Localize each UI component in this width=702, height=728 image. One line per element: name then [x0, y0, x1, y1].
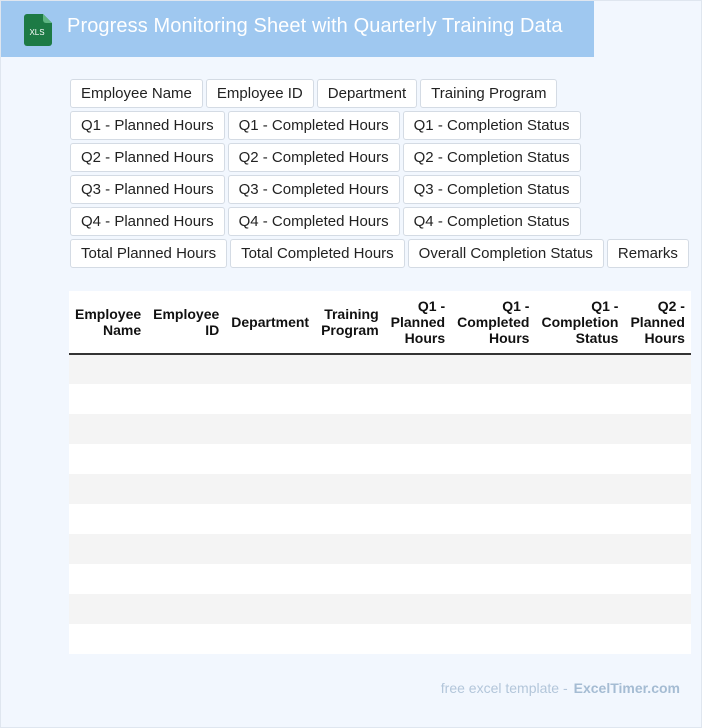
table-cell[interactable]: [69, 564, 147, 594]
column-chip[interactable]: Department: [317, 79, 417, 108]
table-row: [69, 534, 691, 564]
column-header-line: Department: [231, 314, 310, 330]
table-cell[interactable]: [535, 384, 624, 414]
chip-row: [70, 79, 690, 111]
chip-row: [70, 207, 690, 239]
table-cell[interactable]: [451, 504, 535, 534]
column-chip[interactable]: Q1 - Completed Hours: [228, 111, 400, 140]
table-cell[interactable]: [535, 534, 624, 564]
table-cell[interactable]: [69, 474, 147, 504]
table-cell[interactable]: [147, 354, 225, 384]
table-cell[interactable]: [451, 474, 535, 504]
column-header[interactable]: [385, 291, 451, 354]
table-cell[interactable]: [385, 594, 451, 624]
table-row: [69, 354, 691, 384]
table-cell[interactable]: [451, 414, 535, 444]
table-cell[interactable]: [624, 594, 690, 624]
table-cell[interactable]: [385, 444, 451, 474]
table-cell[interactable]: [624, 534, 690, 564]
table-cell[interactable]: [315, 414, 385, 444]
column-chip[interactable]: Q4 - Planned Hours: [70, 207, 225, 236]
table-cell[interactable]: [385, 564, 451, 594]
table-cell[interactable]: [69, 444, 147, 474]
column-chip[interactable]: Q1 - Planned Hours: [70, 111, 225, 140]
table-cell[interactable]: [535, 564, 624, 594]
table-row: [69, 414, 691, 444]
table-cell[interactable]: [624, 504, 690, 534]
column-header-line: Hours: [404, 330, 446, 346]
table-cell[interactable]: [624, 624, 690, 654]
table-cell[interactable]: [385, 474, 451, 504]
table-cell[interactable]: [624, 354, 690, 384]
column-header-line: Completed: [457, 314, 530, 330]
column-chip[interactable]: Q2 - Planned Hours: [70, 143, 225, 172]
table-cell[interactable]: [225, 354, 315, 384]
column-chip[interactable]: Total Completed Hours: [230, 239, 405, 268]
table-cell[interactable]: [147, 474, 225, 504]
table-cell[interactable]: [147, 504, 225, 534]
column-chip[interactable]: Employee ID: [206, 79, 314, 108]
column-header-line: Completion: [541, 314, 619, 330]
footer-text: free excel template -: [440, 680, 568, 696]
table-cell[interactable]: [147, 534, 225, 564]
column-header-line: Q2 -: [657, 298, 685, 314]
column-chip[interactable]: Q3 - Completion Status: [403, 175, 581, 204]
column-chip[interactable]: Q3 - Planned Hours: [70, 175, 225, 204]
table-cell[interactable]: [535, 594, 624, 624]
table-cell[interactable]: [225, 594, 315, 624]
table-cell[interactable]: [451, 534, 535, 564]
table-cell[interactable]: [315, 504, 385, 534]
column-header-line: Hours: [489, 330, 530, 346]
column-chip[interactable]: Q2 - Completion Status: [403, 143, 581, 172]
column-header-line: Planned: [390, 314, 446, 330]
table-cell[interactable]: [535, 354, 624, 384]
table-row: [69, 444, 691, 474]
column-header-line: Name: [103, 322, 142, 338]
table-cell[interactable]: [315, 624, 385, 654]
column-chip[interactable]: Q2 - Completed Hours: [228, 143, 400, 172]
column-header[interactable]: [225, 291, 315, 354]
table-row: [69, 564, 691, 594]
column-chip[interactable]: Remarks: [607, 239, 689, 268]
table-cell[interactable]: [225, 444, 315, 474]
column-header-line: Hours: [644, 330, 685, 346]
column-header-line: ID: [205, 322, 220, 338]
table-cell[interactable]: [147, 414, 225, 444]
column-chip[interactable]: Q3 - Completed Hours: [228, 175, 400, 204]
data-table-container[interactable]: [69, 291, 685, 654]
table-cell[interactable]: [147, 564, 225, 594]
xls-icon-label: XLS: [29, 28, 45, 37]
table-cell[interactable]: [385, 534, 451, 564]
column-header-line: Employee: [75, 306, 142, 322]
table-cell[interactable]: [535, 414, 624, 444]
table-cell[interactable]: [624, 414, 690, 444]
table-cell[interactable]: [624, 384, 690, 414]
column-chip[interactable]: Overall Completion Status: [408, 239, 604, 268]
table-cell[interactable]: [225, 414, 315, 444]
table-row: [69, 504, 691, 534]
table-cell[interactable]: [451, 444, 535, 474]
column-header[interactable]: [451, 291, 535, 354]
table-cell[interactable]: [451, 384, 535, 414]
column-header-line: Training: [324, 306, 379, 322]
page-title: Progress Monitoring Sheet with Quarterly Training Data: [67, 15, 563, 37]
column-header-line: Status: [575, 330, 619, 346]
column-header[interactable]: [624, 291, 690, 354]
table-cell[interactable]: [69, 384, 147, 414]
table-cell[interactable]: [385, 414, 451, 444]
column-header-line: Employee: [153, 306, 220, 322]
table-cell[interactable]: [451, 624, 535, 654]
table-row: [69, 624, 691, 654]
column-chip[interactable]: Q1 - Completion Status: [403, 111, 581, 140]
table-cell[interactable]: [315, 594, 385, 624]
table-cell[interactable]: [69, 354, 147, 384]
table-cell[interactable]: [69, 624, 147, 654]
table-cell[interactable]: [385, 384, 451, 414]
table-cell[interactable]: [535, 624, 624, 654]
footer-brand-link[interactable]: ExcelTimer.com: [573, 680, 680, 696]
table-row: [69, 474, 691, 504]
table-cell[interactable]: [225, 534, 315, 564]
chip-row: [70, 143, 690, 175]
table-cell[interactable]: [535, 444, 624, 474]
table-cell[interactable]: [315, 384, 385, 414]
table-row: [69, 384, 691, 414]
table-cell[interactable]: [451, 354, 535, 384]
column-chip[interactable]: Q4 - Completion Status: [403, 207, 581, 236]
table-cell[interactable]: [315, 564, 385, 594]
chip-row: [70, 239, 690, 271]
table-cell[interactable]: [624, 444, 690, 474]
column-header[interactable]: [69, 291, 147, 354]
table-cell[interactable]: [315, 354, 385, 384]
column-chip[interactable]: Total Planned Hours: [70, 239, 227, 268]
table-cell[interactable]: [225, 564, 315, 594]
column-header[interactable]: [147, 291, 225, 354]
table-cell[interactable]: [69, 504, 147, 534]
table-cell[interactable]: [225, 384, 315, 414]
table-cell[interactable]: [147, 384, 225, 414]
table-cell[interactable]: [385, 504, 451, 534]
table-cell[interactable]: [535, 474, 624, 504]
table-row: [69, 594, 691, 624]
chip-row: [70, 111, 690, 143]
table-cell[interactable]: [69, 594, 147, 624]
column-chip[interactable]: Employee Name: [70, 79, 203, 108]
table-cell[interactable]: [451, 594, 535, 624]
column-header-line: Planned: [630, 314, 685, 330]
column-header-line: Q1 -: [591, 298, 619, 314]
column-header-line: Q1 -: [502, 298, 530, 314]
chip-row: [70, 175, 690, 207]
page-header: [1, 1, 594, 57]
column-header-line: Program: [321, 322, 379, 338]
footer: [441, 680, 680, 696]
table-cell[interactable]: [624, 564, 690, 594]
table-cell[interactable]: [385, 624, 451, 654]
column-chip[interactable]: Training Program: [420, 79, 557, 108]
table-cell[interactable]: [315, 534, 385, 564]
table-header-row: [69, 291, 691, 354]
table-cell[interactable]: [315, 474, 385, 504]
column-chip-list: [70, 79, 690, 271]
table-cell[interactable]: [147, 594, 225, 624]
table-cell[interactable]: [451, 564, 535, 594]
table-cell[interactable]: [385, 354, 451, 384]
table-cell[interactable]: [315, 444, 385, 474]
table-cell[interactable]: [147, 444, 225, 474]
column-header[interactable]: [315, 291, 385, 354]
table-cell[interactable]: [69, 534, 147, 564]
table-cell[interactable]: [225, 504, 315, 534]
column-chip[interactable]: Q4 - Completed Hours: [228, 207, 400, 236]
table-cell[interactable]: [225, 624, 315, 654]
xls-file-icon: [24, 14, 52, 46]
table-cell[interactable]: [535, 504, 624, 534]
column-header[interactable]: [535, 291, 624, 354]
column-header-line: Q1 -: [417, 298, 446, 314]
table-cell[interactable]: [225, 474, 315, 504]
table-cell[interactable]: [147, 624, 225, 654]
table-cell[interactable]: [624, 474, 690, 504]
table-cell[interactable]: [69, 414, 147, 444]
data-table: [69, 291, 691, 654]
